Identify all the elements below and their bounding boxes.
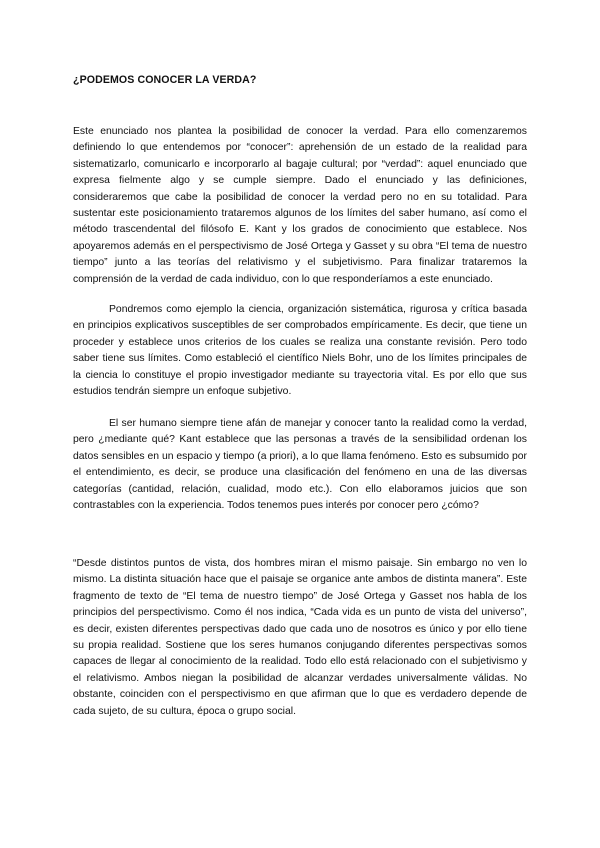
- document-title: ¿PODEMOS CONOCER LA VERDA?: [73, 74, 257, 86]
- paragraph-introduction: Este enunciado nos plantea la posibilidad de conocer la verdad. Para ello comenzaremos definiendo lo que entendemos por “conocer”: aprehensión de un estado de la realidad para sistematizarlo, comunicarlo e incorporarlo al bagaje cultural; por “verdad”: aquel enunciado que expresa fielmente algo y se cumple siempre. Dado el enunciado y las definiciones, consideraremos que cabe la posibilidad de conocer la verdad pero no en su totalidad. Para sustentar este posicionamiento trataremos algunos de los límites del saber humano, así como el método trascendental del filósofo E. Kant y los grados de conocimiento que establece. Nos apoyaremos además en el perspectivismo de José Ortega y Gasset y su obra “El tema de nuestro tiempo” junto a las teorías del relativismo y el subjetivismo. Para finalizar trataremos la comprensión de la verdad de cada individuo, con lo que responderíamos a este enunciado.: [73, 126, 527, 285]
- paragraph-science: Pondremos como ejemplo la ciencia, organización sistemática, rigurosa y crítica basada en principios explicativos susceptibles de ser comprobados empíricamente. Es decir, que tiene un proceder y establece unos criterios de los cuales se realiza una constante revisión. Pero todo saber tiene sus límites. Como estableció el científico Niels Bohr, uno de los límites principales de la ciencia lo constituye el propio investigador mediante su trayectoria vital. Es por ello que sus estudios tendrán siempre un enfoque subjetivo.: [73, 304, 527, 398]
- paragraph-kant: El ser humano siempre tiene afán de manejar y conocer tanto la realidad como la verdad, pero ¿mediante qué? Kant establece que las personas a través de la sensibilidad ordenan los datos sensibles en un espacio y tiempo (a priori), a lo que llama fenómeno. Esto es subsumido por el entendimiento, es decir, se produce una clasificación del fenómeno en una de las diversas categorías (cantidad, relación, cualidad, modo etc.). Con ello elaboramos juicios que son contrastables con la experiencia. Todos tenemos pues interés por conocer pero ¿cómo?: [73, 418, 527, 512]
- paragraph-perspectivism: “Desde distintos puntos de vista, dos hombres miran el mismo paisaje. Sin embargo no ven lo mismo. La distinta situación hace que el paisaje se organice ante ambos de distinta manera”. Este fragmento de texto de “El tema de nuestro tiempo” de José Ortega y Gasset nos habla de los principios del perspectivismo. Como él nos indica, “Cada vida es un punto de vista del universo”, es decir, existen diferentes perspectivas dado que cada uno de nosotros es único y por ello tiene su propia realidad. Sostiene que los seres humanos conjugando diferentes perspectivas somos capaces de llegar al conocimiento de la realidad. Todo ello está relacionado con el subjetivismo y el relativismo. Ambos niegan la posibilidad de alcanzar verdades universalmente válidas. No obstante, coinciden con el perspectivismo en que afirman que lo que es verdadero depende de cada sujeto, de su cultura, época o grupo social.: [73, 558, 527, 717]
